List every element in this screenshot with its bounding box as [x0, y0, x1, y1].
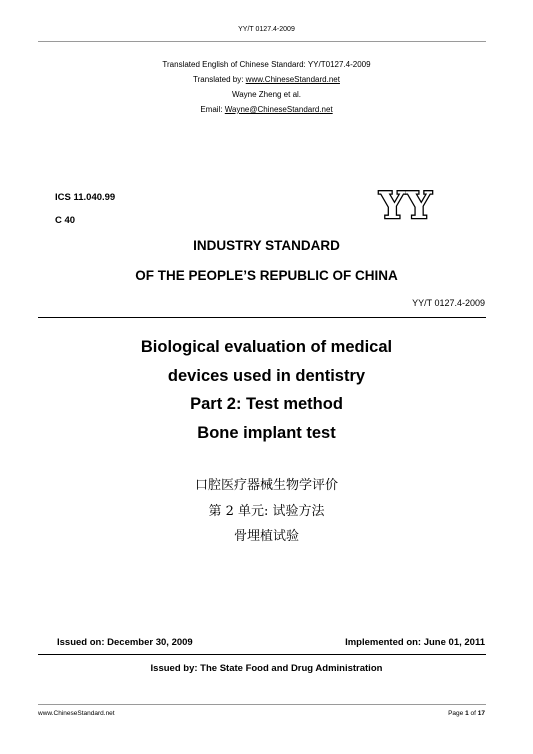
footer-rule: [38, 704, 486, 705]
english-title-line3: Part 2: Test method: [190, 395, 343, 413]
dates-rule: [38, 654, 486, 655]
translator-name: Wayne Zheng et al.: [231, 90, 302, 99]
translation-source-line: Translated English of Chinese Standard: YY/T0127.4-2009: [162, 60, 371, 69]
english-title-line4: Bone implant test: [197, 423, 336, 442]
header-rule: [38, 41, 486, 42]
email-line: [0, 102, 533, 117]
translated-by-line: [0, 72, 533, 87]
chinese-title: [0, 473, 533, 550]
chinese-title-line1: 口腔医疗器械生物学评价: [194, 478, 338, 493]
title-rule: [38, 317, 486, 318]
page-current: 1: [465, 710, 469, 717]
implemented-date: Implemented on: June 01, 2011: [345, 637, 485, 648]
email-label: Email:: [200, 105, 225, 114]
running-header: YY/T 0127.4-2009: [238, 26, 295, 33]
ics-code: ICS 11.040.99: [55, 192, 116, 203]
english-title-line2: devices used in dentistry: [167, 366, 366, 385]
page-label: Page: [448, 710, 466, 717]
yy-logo-text: YY: [379, 187, 433, 223]
yy-logo: [371, 187, 441, 223]
english-title: [0, 333, 533, 447]
translation-block: [0, 57, 533, 117]
email-link[interactable]: Wayne@ChineseStandard.net: [224, 105, 333, 114]
issuer: Issued by: The State Food and Drug Administration: [150, 663, 383, 674]
page-number: [448, 710, 485, 717]
page-of: of: [468, 710, 478, 717]
translated-by-label: Translated by:: [193, 75, 246, 84]
standard-type-line1: INDUSTRY STANDARD: [193, 238, 340, 253]
footer-site-link[interactable]: www.ChineseStandard.net: [38, 710, 115, 717]
ccs-code: C 40: [55, 215, 76, 226]
chinese-title-line2: 第 2 单元: 试验方法: [208, 503, 325, 519]
standard-type-line2: OF THE PEOPLE’S REPUBLIC OF CHINA: [135, 268, 398, 283]
english-title-line1: Biological evaluation of medical: [140, 338, 393, 356]
issued-date: Issued on: December 30, 2009: [57, 637, 193, 648]
standard-code: YY/T 0127.4-2009: [412, 298, 485, 308]
chinese-title-line3: 骨埋植试验: [233, 529, 299, 544]
page-total: 17: [477, 710, 485, 717]
translator-site-link[interactable]: www.ChineseStandard.net: [245, 75, 340, 84]
